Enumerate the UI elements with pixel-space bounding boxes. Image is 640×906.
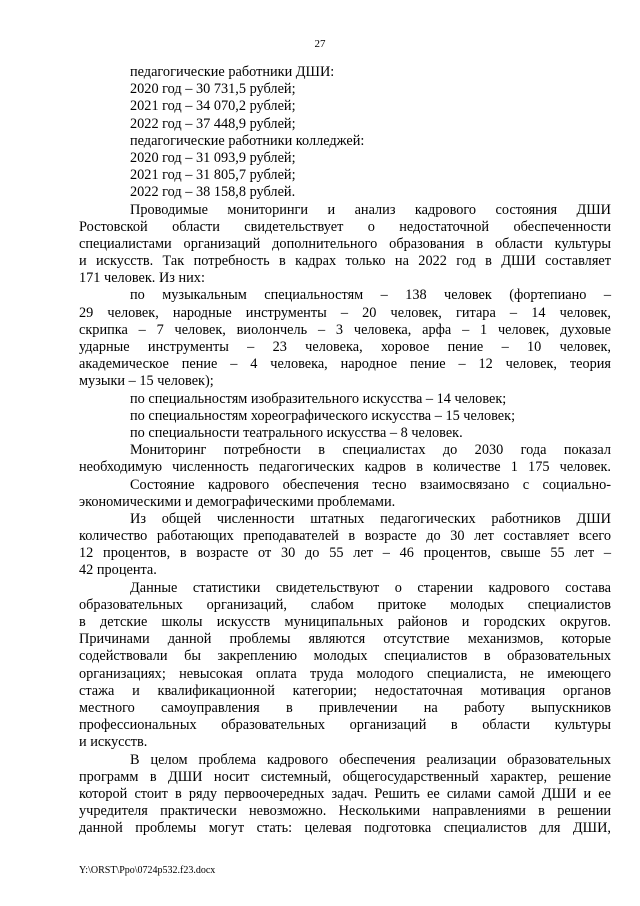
text-line: Состояние кадрового обеспечения тесно взаимосвязано с социально- [130, 476, 611, 493]
text-line: педагогические работники колледжей: [130, 132, 365, 149]
text-line: учредителя практически невозможно. Несколькими направлениями в решении [79, 803, 611, 820]
document-body [79, 64, 611, 837]
text-line: программ в ДШИ носит системный, общегосударственный характер, решение [79, 768, 611, 785]
text-line: Из общей численности штатных педагогических работников ДШИ [130, 510, 611, 527]
text-line: 2022 год – 38 158,8 рублей. [130, 184, 296, 201]
text-line: и искусств. Так потребность в кадрах только на 2022 год в ДШИ составляет [79, 253, 611, 270]
text-line: 2021 год – 31 805,7 рублей; [130, 167, 296, 184]
text-line: 12 процентов, в возрасте от 30 до 55 лет – 46 процентов, свыше 55 лет – [79, 545, 611, 562]
text-line: стажа и квалификационной категории; недостаточная мотивация органов [79, 682, 611, 699]
text-line: по музыкальным специальностям – 138 человек (фортепиано – [130, 287, 611, 304]
text-line: организациях; невысокая оплата труда молодого специалиста, не имеющего [79, 665, 611, 682]
text-line: 42 процента. [79, 562, 157, 579]
text-line: местного самоуправления в привлечении на работу выпускников [79, 699, 611, 716]
text-line: 29 человек, народные инструменты – 20 человек, гитара – 14 человек, [79, 304, 611, 321]
page-number: 27 [314, 38, 326, 50]
text-line: Причинами данной проблемы являются отсутствие механизмов, которые [79, 631, 611, 648]
text-line: 2020 год – 31 093,9 рублей; [130, 149, 296, 166]
text-line: Мониторинг потребности в специалистах до 2030 года показал [130, 442, 611, 459]
text-line: профессиональных образовательных организаций в области культуры [79, 717, 611, 734]
text-line: ударные инструменты – 23 человека, хоровое пение – 10 человек, [79, 339, 611, 355]
text-line: 171 человек. Из них: [79, 270, 205, 287]
text-line: которой стоит в ряду первоочередных задач. Решить ее силами самой ДШИ и ее [79, 785, 611, 802]
text-line: 2021 год – 34 070,2 рублей; [130, 98, 296, 115]
text-line: экономическими и демографическими проблемами. [79, 493, 396, 510]
file-path-footer: Y:\ORST\Ppo\0724p532.f23.docx [79, 865, 216, 876]
text-line: скрипка – 7 человек, виолончель – 3 человека, арфа – 1 человек, духовые [79, 321, 611, 338]
text-line: специалистами организаций дополнительного образования в области культуры [79, 235, 611, 252]
text-line: 2020 год – 30 731,5 рублей; [130, 81, 296, 98]
text-line: академическое пение – 4 человека, народное пение – 12 человек, теория [79, 356, 611, 373]
text-line: педагогические работники ДШИ: [130, 64, 335, 80]
text-line: Данные статистики свидетельствуют о старении кадрового состава [130, 579, 611, 596]
text-line: музыки – 15 человек); [79, 373, 214, 390]
text-line: Проводимые мониторинги и анализ кадрового состояния ДШИ [130, 201, 611, 218]
text-line: и искусств. [79, 734, 148, 751]
text-line: по специальности театрального искусства – 8 человек. [130, 424, 463, 441]
text-line: данной проблемы могут стать: целевая подготовка специалистов для ДШИ, [79, 820, 611, 837]
text-line: В целом проблема кадрового обеспечения реализации образовательных [130, 751, 611, 768]
text-line: количество работающих преподавателей в возрасте до 30 лет составляет всего [79, 528, 611, 545]
text-line: по специальностям хореографического искусства – 15 человек; [130, 407, 516, 424]
text-line: по специальностям изобразительного искусства – 14 человек; [130, 390, 507, 407]
text-line: в детские школы искусств муниципальных районов и городских округов. [79, 614, 611, 630]
text-line: 2022 год – 37 448,9 рублей; [130, 115, 296, 132]
text-line: образовательных организаций, слабом притоке молодых специалистов [79, 596, 611, 613]
text-line: содействовали бы закреплению молодых специалистов в образовательных [79, 648, 611, 665]
text-line: необходимую численность педагогических кадров в количестве 1 175 человек. [79, 459, 611, 476]
text-line: Ростовской области свидетельствует о недостаточной обеспеченности [79, 218, 611, 235]
